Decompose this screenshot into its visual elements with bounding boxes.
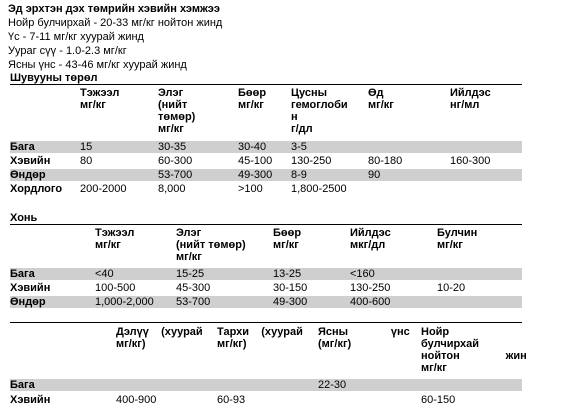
table-row: Өндөр 1,000-2,000 53-700 49-300 400-600 [10,296,522,308]
table-row: Хэвийн 100-500 45-300 30-150 130-250 10-20 [10,282,466,294]
intro-line-bone-ash: Ясны үнс - 43-46 мг/кг хуурай жинд [8,59,187,71]
page-title: Эд эрхтэн дэх төмрийн хэвийн хэмжээ [8,3,220,15]
table-row: Өндөр 53-700 49-300 8-9 90 [10,169,522,181]
birds-header-liver: Элэг (нийт төмөр) мг/кг [158,87,196,135]
intro-line-pancreas: Нойр булчирхай - 20-33 мг/кг нойтон жинд [8,17,223,29]
third-header-brain: Тархи (хуурай мг/кг) [217,326,303,350]
third-header-pancreas: Нойр булчирхай нойтон жин мг/кг [421,326,527,374]
birds-header-feed: Тэжээл мг/кг [80,87,120,111]
sheep-header-liver: Элэг (нийт төмөр) мг/кг [176,227,246,263]
third-table-top-rule [10,322,522,323]
table-row: Хэвийн 80 60-300 45-100 130-250 80-180 160-300 [10,155,491,167]
sheep-section-title: Хонь [10,212,38,224]
birds-header-hemoglobin: Цусны гемоглоби н г/дл [291,87,348,135]
table-row: Бага 15 30-35 30-40 3-5 [10,141,522,153]
table-row: Хордлого 200-2000 8,000 >100 1,800-2500 [10,183,347,195]
third-header-bone-ash: Ясны үнс (мг/кг) [318,326,410,350]
sheep-table-top-rule [10,224,522,225]
sheep-header-kidney: Бөөр мг/кг [273,227,302,251]
birds-header-serum: Ийлдэс нг/мл [450,87,491,111]
intro-line-milk-protein: Уураг сүү - 1.0-2.3 мг/кг [8,45,127,57]
sheep-header-feed: Тэжээл мг/кг [95,227,135,251]
sheep-header-muscle: Булчин мг/кг [437,227,478,251]
table-row: Бага <40 15-25 13-25 <160 [10,268,522,280]
birds-section-title: Шувууны төрөл [10,72,98,84]
table-row: Хэвийн 400-900 60-93 60-150 [10,394,456,406]
birds-header-feathers: Өд мг/кг [368,87,394,111]
birds-table-top-rule [10,84,522,85]
birds-header-kidney: Бөөр мг/кг [238,87,267,111]
table-row: Бага 22-30 [10,379,522,391]
third-header-spleen: Дэлүү (хуурай мг/кг) [116,326,203,350]
intro-line-hair: Үс - 7-11 мг/кг хуурай жинд [8,31,144,43]
sheep-header-serum: Ийлдэс мкг/дл [350,227,391,251]
